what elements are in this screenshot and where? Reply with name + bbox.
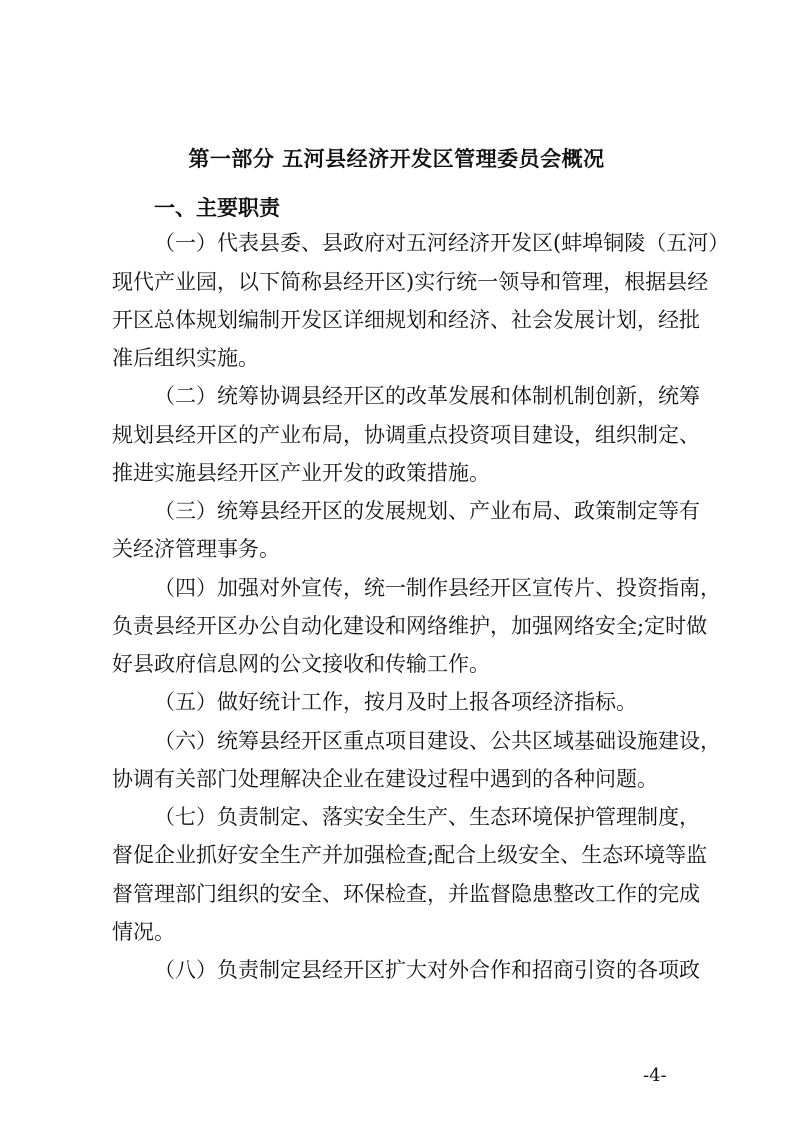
paragraph-line: （三）统筹县经开区的发展规划、产业布局、政策制定等有 — [154, 499, 700, 523]
paragraph-line: 现代产业园，以下简称县经开区)实行统一领导和管理，根据县经 — [112, 270, 709, 294]
paragraph-line: 负责县经开区办公自动化建设和网络维护，加强网络安全;定时做 — [112, 614, 708, 638]
paragraph-line: 督促企业抓好安全生产并加强检查;配合上级安全、生态环境等监 — [112, 843, 708, 867]
page-title: 第一部分 五河县经济开发区管理委员会概况 — [188, 147, 605, 171]
paragraph-line: 推进实施县经开区产业开发的政策措施。 — [112, 461, 490, 485]
paragraph-line: 好县政府信息网的公文接收和传输工作。 — [112, 652, 490, 676]
paragraph-line: 督管理部门组织的安全、环保检查，并监督隐患整改工作的完成 — [112, 882, 700, 906]
paragraph-line: 协调有关部门处理解决企业在建设过程中遇到的各种问题。 — [112, 767, 658, 791]
paragraph-line: 开区总体规划编制开发区详细规划和经济、社会发展计划，经批 — [112, 308, 700, 332]
paragraph-line: （五）做好统计工作，按月及时上报各项经济指标。 — [154, 690, 637, 714]
page-number: -4- — [643, 1065, 667, 1086]
paragraph-line: 情况。 — [112, 920, 175, 944]
paragraph-line: （六）统筹县经开区重点项目建设、公共区域基础设施建设， — [154, 729, 721, 753]
paragraph-line: 规划县经开区的产业布局，协调重点投资项目建设，组织制定、 — [112, 423, 700, 447]
paragraph-line: （八）负责制定县经开区扩大对外合作和招商引资的各项政 — [154, 958, 700, 982]
paragraph-line: （一）代表县委、县政府对五河经济开发区(蚌埠铜陵（五河） — [154, 231, 730, 255]
paragraph-line: 关经济管理事务。 — [112, 537, 280, 561]
paragraph-line: 准后组织实施。 — [112, 346, 259, 370]
paragraph-line: （二）统筹协调县经开区的改革发展和体制机制创新，统筹 — [154, 384, 700, 408]
section-heading: 一、主要职责 — [154, 196, 280, 220]
paragraph-line: （七）负责制定、落实安全生产、生态环境保护管理制度， — [154, 805, 700, 829]
paragraph-line: （四）加强对外宣传，统一制作县经开区宣传片、投资指南， — [154, 576, 721, 600]
